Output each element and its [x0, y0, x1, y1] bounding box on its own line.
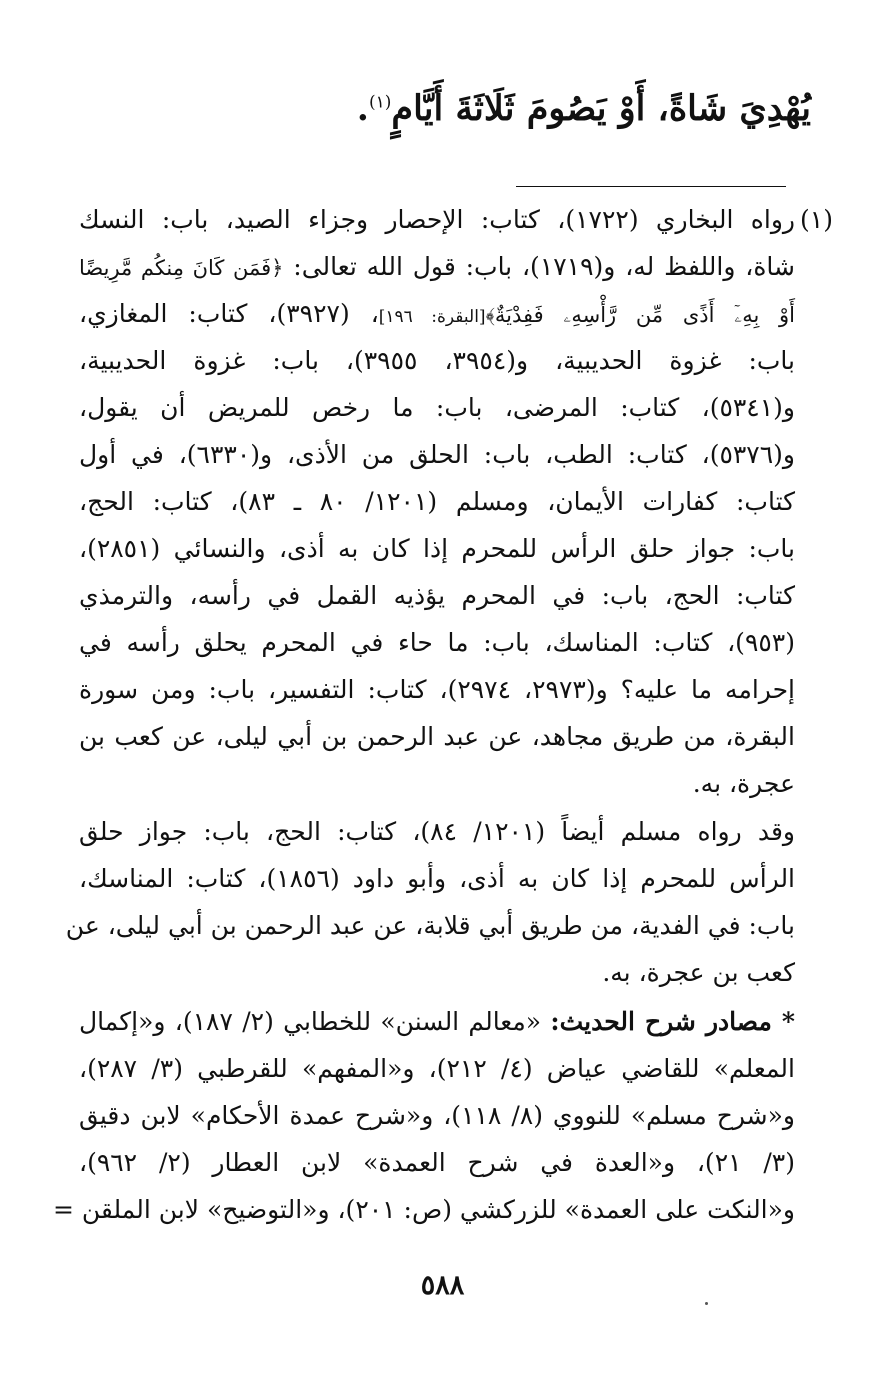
footnote-line: و«النكت على العمدة» للزركشي (ص: ٢٠١)، و«التوضيح» لابن الملقن = [52, 1195, 795, 1224]
footnote-separator [516, 186, 786, 187]
footnote-line: كتاب: الحج، باب: في المحرم يؤذيه القمل في رأسه، والترمذي [79, 581, 795, 610]
quran-verse: ﴿فَمَن كَانَ مِنكُم مَّرِيضًا [79, 256, 284, 280]
print-speck [705, 1302, 708, 1305]
footnote-line: المعلم» للقاضي عياض (٤/ ٢١٢)، و«المفهم» للقرطبي (٣/ ٢٨٧)، [79, 1054, 795, 1083]
footnote-line: و(٥٣٤١)، كتاب: المرضى، باب: ما رخص للمريض أن يقول، [79, 393, 795, 422]
footnote-line: كتاب: كفارات الأيمان، ومسلم (١٢٠١/ ٨٠ ـ ٨٣)، كتاب: الحج، [79, 487, 796, 516]
footnote-line: البقرة، من طريق مجاهد، عن عبد الرحمن بن أبي ليلى، عن كعب بن [79, 722, 795, 751]
footnote-line: الرأس للمحرم إذا كان به أذى، وأبو داود (١٨٥٦)، كتاب: المناسك، [79, 864, 796, 893]
footnote-number: (١) [800, 205, 833, 234]
footnote-line: (٣/ ٢١)، و«العدة في شرح العمدة» لابن العطار (٢/ ٩٦٢)، [79, 1148, 795, 1177]
quran-verse: أَوْ بِهِۦٓ أَذًى مِّن رَّأْسِهِۦ فَفِدْيَةٌ﴾ [485, 303, 795, 327]
footnote-marker: (١) [368, 92, 392, 113]
footnote-line: و(٥٣٧٦)، كتاب: الطب، باب: الحلق من الأذى، و(٦٣٣٠)، في أول [79, 440, 795, 469]
footnote-line: عجرة، به. [692, 769, 795, 798]
footnote-line: كعب بن عجرة، به. [602, 958, 795, 987]
footnote-line: * مصادر شرح الحديث: «معالم السنن» للخطابي (٢/ ١٨٧)، و«إكمال [79, 1007, 795, 1036]
verse-reference: [البقرة: ١٩٦] [378, 307, 486, 327]
footnote-line: و«شرح مسلم» للنووي (٨/ ١١٨)، و«شرح عمدة الأحكام» لابن دقيق [79, 1101, 795, 1130]
page-number: ٥٨٨ [420, 1270, 465, 1301]
footnote-line: باب: في الفدية، من طريق أبي قلابة، عن عبد الرحمن بن أبي ليلى، عن [65, 911, 795, 940]
footnote-line: رواه البخاري (١٧٢٢)، كتاب: الإحصار وجزاء الصيد، باب: النسك [79, 205, 795, 234]
footnote-line: إحرامه ما عليه؟ و(٢٩٧٣، ٢٩٧٤)، كتاب: التفسير، باب: ومن سورة [79, 675, 795, 704]
footnote-line: أَوْ بِهِۦٓ أَذًى مِّن رَّأْسِهِۦ فَفِدْيَةٌ﴾[البقرة: ١٩٦]، (٣٩٢٧)، كتاب: المغازي، [79, 299, 795, 328]
footnote-line: وقد رواه مسلم أيضاً (١٢٠١/ ٨٤)، كتاب: الحج، باب: جواز حلق [79, 817, 795, 846]
footnote-line: باب: غزوة الحديبية، و(٣٩٥٤، ٣٩٥٥)، باب: غزوة الحديبية، [79, 346, 796, 375]
footnote-line: شاة، واللفظ له، و(١٧١٩)، باب: قول الله تعالى: ﴿فَمَن كَانَ مِنكُم مَّرِيضًا [79, 252, 795, 281]
sources-heading: * مصادر شرح الحديث: [550, 1007, 795, 1036]
footnote-line: باب: جواز حلق الرأس للمحرم إذا كان به أذى، والنسائي (٢٨٥١)، [79, 534, 795, 563]
footnote-line: (٩٥٣)، كتاب: المناسك، باب: ما حاء في المحرم يحلق رأسه في [79, 628, 795, 657]
hadith-text-line: يُهْدِيَ شَاةً، أَوْ يَصُومَ ثَلَاثَةَ أَيَّامٍ$^{(١)}$. [356, 88, 811, 129]
